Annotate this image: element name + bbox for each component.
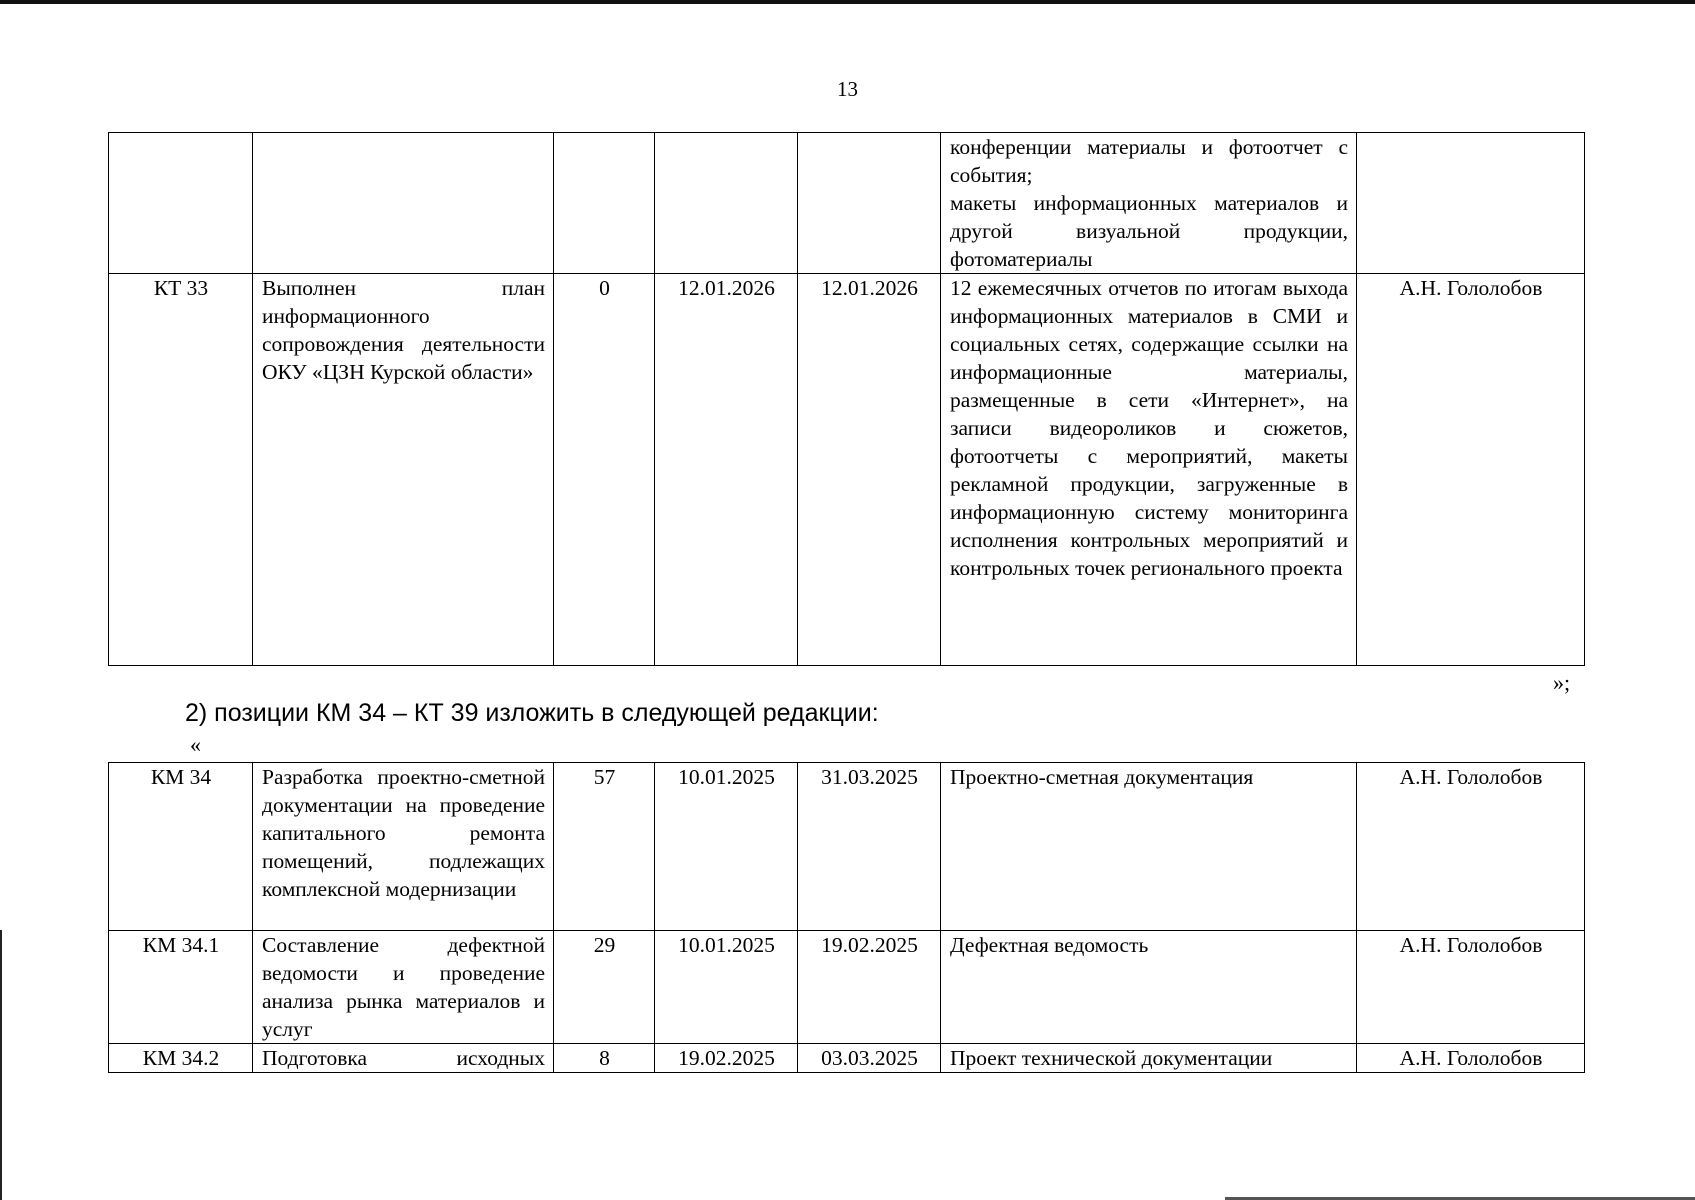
end-date-cell: 03.03.2025	[798, 1044, 941, 1073]
end-date-cell: 12.01.2026	[798, 274, 941, 666]
code-cell	[109, 133, 253, 274]
result-cell: Проектно-сметная документация	[941, 763, 1357, 931]
scan-edge-left	[0, 930, 2, 1200]
result-cell: Дефектная ведомость	[941, 931, 1357, 1044]
responsible-cell: А.Н. Гололобов	[1357, 1044, 1585, 1073]
section-heading: 2) позиции КМ 34 – КТ 39 изложить в следующей редакции:	[185, 699, 879, 727]
duration-cell: 57	[554, 763, 655, 931]
start-date-cell: 10.01.2025	[655, 931, 798, 1044]
page-number: 13	[837, 77, 858, 101]
duration-cell: 8	[554, 1044, 655, 1073]
code-cell: КМ 34.2	[109, 1044, 253, 1073]
duration-cell: 29	[554, 931, 655, 1044]
description-cell: Разработка проектно-сметной документации на проведение капитального ремонта помещений, подлежащих комплексной модернизации	[253, 763, 554, 931]
continued-plan-table	[108, 132, 1585, 666]
revised-plan-table	[108, 762, 1585, 1073]
responsible-cell: А.Н. Гололобов	[1357, 763, 1585, 931]
code-cell: КТ 33	[109, 274, 253, 666]
start-date-cell: 10.01.2025	[655, 763, 798, 931]
start-date-cell: 12.01.2026	[655, 274, 798, 666]
table-row	[109, 931, 1585, 1044]
end-date-cell: 31.03.2025	[798, 763, 941, 931]
end-date-cell: 19.02.2025	[798, 931, 941, 1044]
table-row	[109, 763, 1585, 931]
description-cell: Выполнен план информационного сопровождения деятельности ОКУ «ЦЗН Курской области»	[253, 274, 554, 666]
result-cell: 12 ежемесячных отчетов по итогам выхода информационных материалов в СМИ и социальных сетях, содержащие ссылки на информационные материалы, размещенные в сети «Интернет», на записи видеороликов и сюжетов, фотоотчеты с мероприятий, макеты рекламной продукции, загруженные в информационную систему мониторинга исполнения контрольных мероприятий и контрольных точек регионального проекта	[941, 274, 1357, 666]
responsible-cell	[1357, 133, 1585, 274]
description-cell	[253, 133, 554, 274]
responsible-cell: А.Н. Гололобов	[1357, 274, 1585, 666]
table-row	[109, 1044, 1585, 1073]
end-date-cell	[798, 133, 941, 274]
start-date-cell	[655, 133, 798, 274]
opening-quote: «	[190, 732, 201, 757]
scan-edge-top	[0, 0, 1695, 4]
duration-cell	[554, 133, 655, 274]
duration-cell: 0	[554, 274, 655, 666]
start-date-cell: 19.02.2025	[655, 1044, 798, 1073]
description-cell: Составление дефектной ведомости и проведение анализа рынка материалов и услуг	[253, 931, 554, 1044]
result-cell: конференции материалы и фотоотчет с события; макеты информационных материалов и другой визуальной продукции, фотоматериалы	[941, 133, 1357, 274]
result-cell: Проект технической документации	[941, 1044, 1357, 1073]
description-cell: Подготовка исходных	[253, 1044, 554, 1073]
code-cell: КМ 34	[109, 763, 253, 931]
code-cell: КМ 34.1	[109, 931, 253, 1044]
table-row	[109, 133, 1585, 274]
closing-quote: »;	[1553, 670, 1571, 695]
responsible-cell: А.Н. Гололобов	[1357, 931, 1585, 1044]
table-row	[109, 274, 1585, 666]
